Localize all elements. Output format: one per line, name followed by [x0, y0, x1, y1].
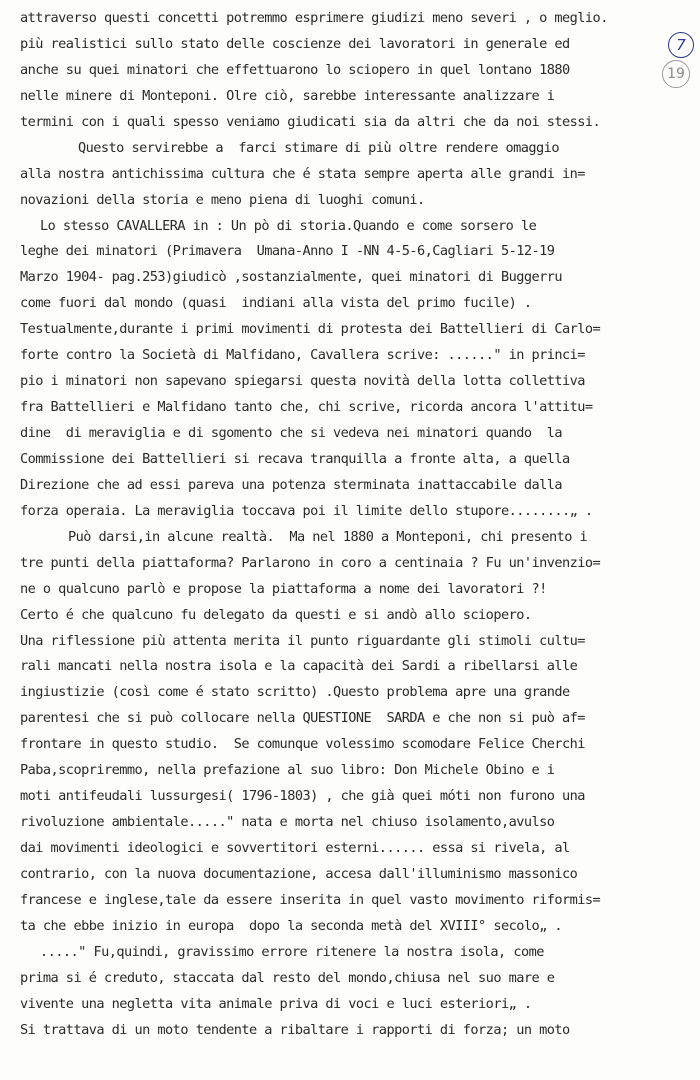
text-line: dine di meraviglia e di sgomento che si vedeva nei minatori quando la: [20, 425, 563, 441]
text-line: Direzione che ad essi pareva una potenza sterminata inattaccabile dalla: [20, 476, 563, 493]
page-number-circled-annotation: 7: [668, 32, 694, 58]
text-line: Paba,scopriremmo, nella prefazione al suo libro: Don Michele Obino e i: [20, 762, 555, 779]
text-line: alla nostra antichissima cultura che é stata sempre aperta alle grandi in=: [20, 165, 585, 182]
text-line: vivente una negletta vita animale priva di voci e luci esteriori„ .: [20, 995, 532, 1012]
document-text-body: [20, 6, 675, 1044]
text-line: forte contro la Società di Malfidano, Cavallera scrive: ......" in princi=: [20, 347, 585, 364]
text-line: leghe dei minatori (Primavera Umana-Anno I -NN 4-5-6,Cagliari 5-12-19: [20, 243, 555, 260]
text-line: Commissione dei Battellieri si recava tranquilla a fronte alta, a quella: [20, 450, 570, 467]
text-line: ne o qualcuno parlò e propose la piattaforma a nome dei lavoratori ?!: [20, 580, 547, 597]
text-line: rivoluzione ambientale....." nata e morta nel chiuso isolamento,avulso: [20, 814, 555, 831]
text-line: nelle minere di Monteponi. Olre ciò, sarebbe interessante analizzare i: [20, 87, 555, 104]
text-line: Si trattava di un moto tendente a ribaltare i rapporti di forza; un moto: [20, 1021, 570, 1038]
text-line: francese e inglese,tale da essere inserita in quel vasto movimento riformis=: [20, 891, 601, 908]
text-line: Testualmente,durante i primi movimenti di protesta dei Battellieri di Carlo=: [20, 321, 601, 338]
text-line: rali mancati nella nostra isola e la capacità dei Sardi a ribellarsi alle: [20, 658, 578, 675]
text-line: contrario, con la nuova documentazione, accesa dall'illuminismo massonico: [20, 865, 578, 882]
text-line: più realistici sullo stato delle coscienze dei lavoratori in generale ed: [20, 35, 570, 52]
text-line: Può darsi,in alcune realtà. Ma nel 1880 a Monteponi, chi presento i: [68, 528, 588, 545]
text-line: fra Battellieri e Malfidano tanto che, chi scrive, ricorda ancora l'attitu=: [20, 399, 593, 416]
text-line: pio i minatori non sapevano spiegarsi questa novità della lotta collettiva: [20, 373, 585, 390]
text-line: anche su quei minatori che effettuarono lo sciopero in quel lontano 1880: [20, 61, 570, 78]
text-line: Questo servirebbe a farci stimare di più oltre rendere omaggio: [78, 139, 559, 156]
text-line: attraverso questi concetti potremmo esprimere giudizi meno severi , o meglio.: [20, 10, 608, 26]
text-line: moti antifeudali lussurgesi( 1796-1803) , che già quei móti non furono una: [20, 788, 585, 805]
text-line: parentesi che si può collocare nella QUESTIONE SARDA e che non si può af=: [20, 710, 585, 727]
text-line: come fuori dal mondo (quasi indiani alla vista del primo fucile) .: [20, 295, 532, 312]
faint-page-number-annotation: 19: [662, 60, 690, 88]
text-line: ta che ebbe inizio in europa dopo la seconda metà del XVIII° secolo„ .: [20, 917, 563, 934]
text-line: Marzo 1904- pag.253)giudicò ,sostanzialmente, quei minatori di Buggerru: [20, 269, 563, 286]
text-line: ....." Fu,quindi, gravissimo errore ritenere la nostra isola, come: [40, 943, 544, 960]
text-line: Una riflessione più attenta merita il punto riguardante gli stimoli cultu=: [20, 632, 585, 649]
text-line: novazioni della storia e meno piena di luoghi comuni.: [20, 191, 425, 208]
text-line: ingiustizie (così come é stato scritto) .Questo problema apre una grande: [20, 684, 570, 701]
text-line: termini con i quali spesso veniamo giudicati sia da altri che da noi stessi.: [20, 113, 601, 130]
text-line: Certo é che qualcuno fu delegato da questi e si andò allo sciopero.: [20, 606, 532, 623]
text-line: tre punti della piattaforma? Parlarono in coro a centinaia ? Fu un'invenzio=: [20, 554, 601, 571]
text-line: Lo stesso CAVALLERA in : Un pò di storia.Quando e come sorsero le: [40, 217, 537, 234]
text-line: dai movimenti ideologici e sovvertitori esterni...... essa si rivela, al: [20, 840, 570, 856]
text-line: frontare in questo studio. Se comunque volessimo scomodare Felice Cherchi: [20, 736, 585, 753]
text-line: forza operaia. La meraviglia toccava poi il limite dello stupore........„ .: [20, 502, 593, 519]
text-line: prima si é creduto, staccata dal resto del mondo,chiusa nel suo mare e: [20, 969, 555, 986]
